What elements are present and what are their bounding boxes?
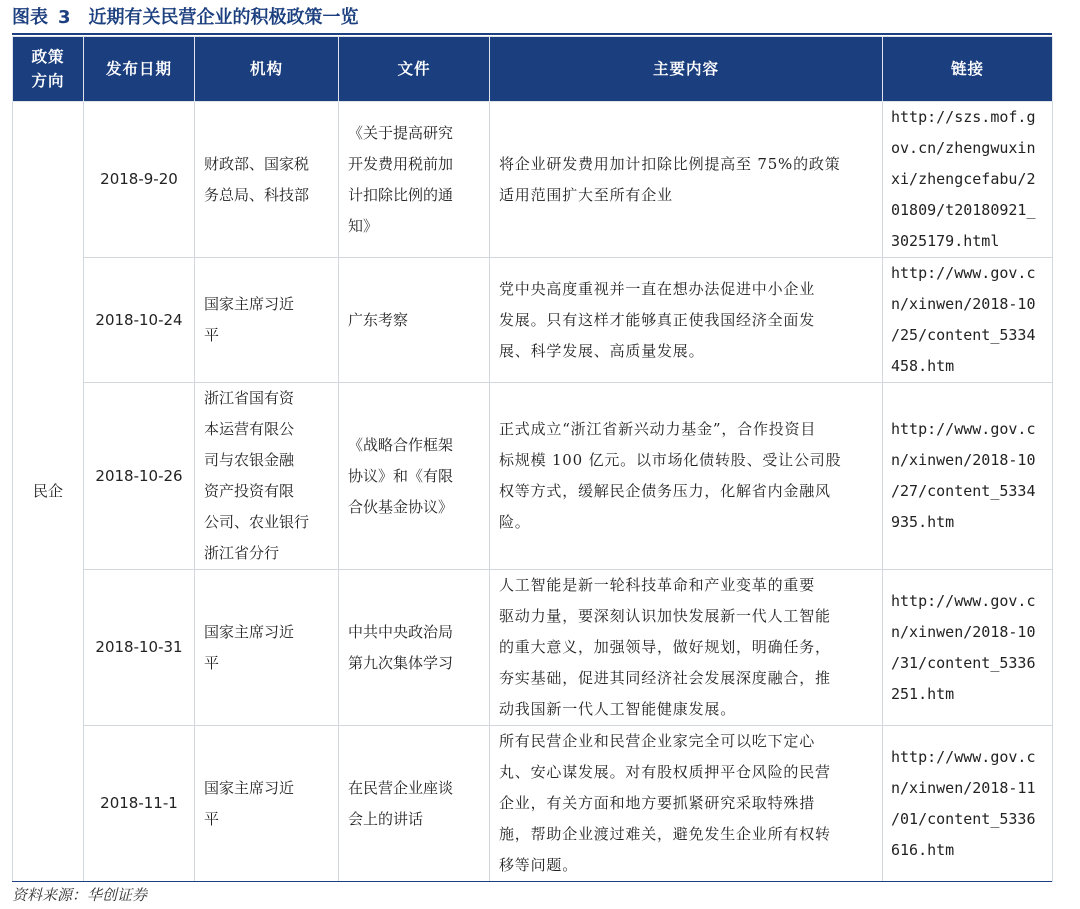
document-cell: 《战略合作框架 协议》和《有限 合伙基金协议》 (339, 383, 490, 570)
table-row (13, 726, 1053, 882)
link-cell[interactable]: http://www.gov.c n/xinwen/2018-11 /01/content_5336 616.htm (883, 726, 1053, 882)
header-direction: 政策 方向 (13, 37, 84, 102)
figure-number: 3 (58, 7, 71, 28)
policy-table (12, 36, 1053, 882)
org-cell: 浙江省国有资 本运营有限公 司与农银金融 资产投资有限 公司、农业银行 浙江省分行 (195, 383, 339, 570)
content-cell: 党中央高度重视并一直在想办法促进中小企业 发展。只有这样才能够真正使我国经济全面发 展、科学发展、高质量发展。 (490, 258, 883, 383)
document-cell: 广东考察 (339, 258, 490, 383)
link-cell[interactable]: http://www.gov.c n/xinwen/2018-10 /27/content_5334 935.htm (883, 383, 1053, 570)
figure-title-text: 近期有关民营企业的积极政策一览 (88, 7, 359, 28)
content-cell: 将企业研发费用加计扣除比例提高至 75%的政策 适用范围扩大至所有企业 (490, 102, 883, 258)
link-cell[interactable]: http://www.gov.c n/xinwen/2018-10 /31/content_5336 251.htm (883, 570, 1053, 726)
table-row (13, 258, 1053, 383)
table-row (13, 102, 1053, 258)
org-cell: 国家主席习近 平 (195, 258, 339, 383)
date-cell: 2018-11-1 (84, 726, 195, 882)
date-cell: 2018-10-31 (84, 570, 195, 726)
footer-rule (12, 881, 1052, 882)
source-note: 资料来源：华创证券 (12, 886, 148, 904)
org-cell: 国家主席习近 平 (195, 726, 339, 882)
link-cell[interactable]: http://szs.mof.g ov.cn/zhengwuxin xi/zhengcefabu/2 01809/t20180921_ 3025179.html (883, 102, 1053, 258)
date-cell: 2018-10-24 (84, 258, 195, 383)
org-cell: 国家主席习近 平 (195, 570, 339, 726)
content-cell: 所有民营企业和民营企业家完全可以吃下定心 丸、安心谋发展。对有股权质押平仓风险的民营 企业，有关方面和地方要抓紧研究采取特殊措 施，帮助企业渡过难关，避免发生企业所有权转 移等问题。 (490, 726, 883, 882)
content-cell: 人工智能是新一轮科技革命和产业变革的重要 驱动力量，要深刻认识加快发展新一代人工智能 的重大意义，加强领导，做好规划，明确任务， 夯实基础，促进其同经济社会发展深度融合，推 动我国新一代人工智能健康发展。 (490, 570, 883, 726)
document-cell: 《关于提高研究 开发费用税前加 计扣除比例的通 知》 (339, 102, 490, 258)
header-link: 链接 (883, 37, 1053, 102)
header-org: 机构 (195, 37, 339, 102)
policy-direction-cell: 民企 (13, 102, 84, 882)
date-cell: 2018-10-26 (84, 383, 195, 570)
link-cell[interactable]: http://www.gov.c n/xinwen/2018-10 /25/content_5334 458.htm (883, 258, 1053, 383)
content-cell: 正式成立“浙江省新兴动力基金”，合作投资目 标规模 100 亿元。以市场化债转股、受让公司股 权等方式，缓解民企债务压力，化解省内金融风 险。 (490, 383, 883, 570)
document-cell: 中共中央政治局 第九次集体学习 (339, 570, 490, 726)
org-cell: 财政部、国家税 务总局、科技部 (195, 102, 339, 258)
document-cell: 在民营企业座谈 会上的讲话 (339, 726, 490, 882)
date-cell: 2018-9-20 (84, 102, 195, 258)
header-date: 发布日期 (84, 37, 195, 102)
header-content: 主要内容 (490, 37, 883, 102)
title-rule (12, 33, 1052, 35)
figure-label: 图表 (12, 7, 48, 28)
table-header-row (13, 37, 1053, 102)
table-row (13, 570, 1053, 726)
header-document: 文件 (339, 37, 490, 102)
figure-title (12, 4, 359, 32)
table-row (13, 383, 1053, 570)
